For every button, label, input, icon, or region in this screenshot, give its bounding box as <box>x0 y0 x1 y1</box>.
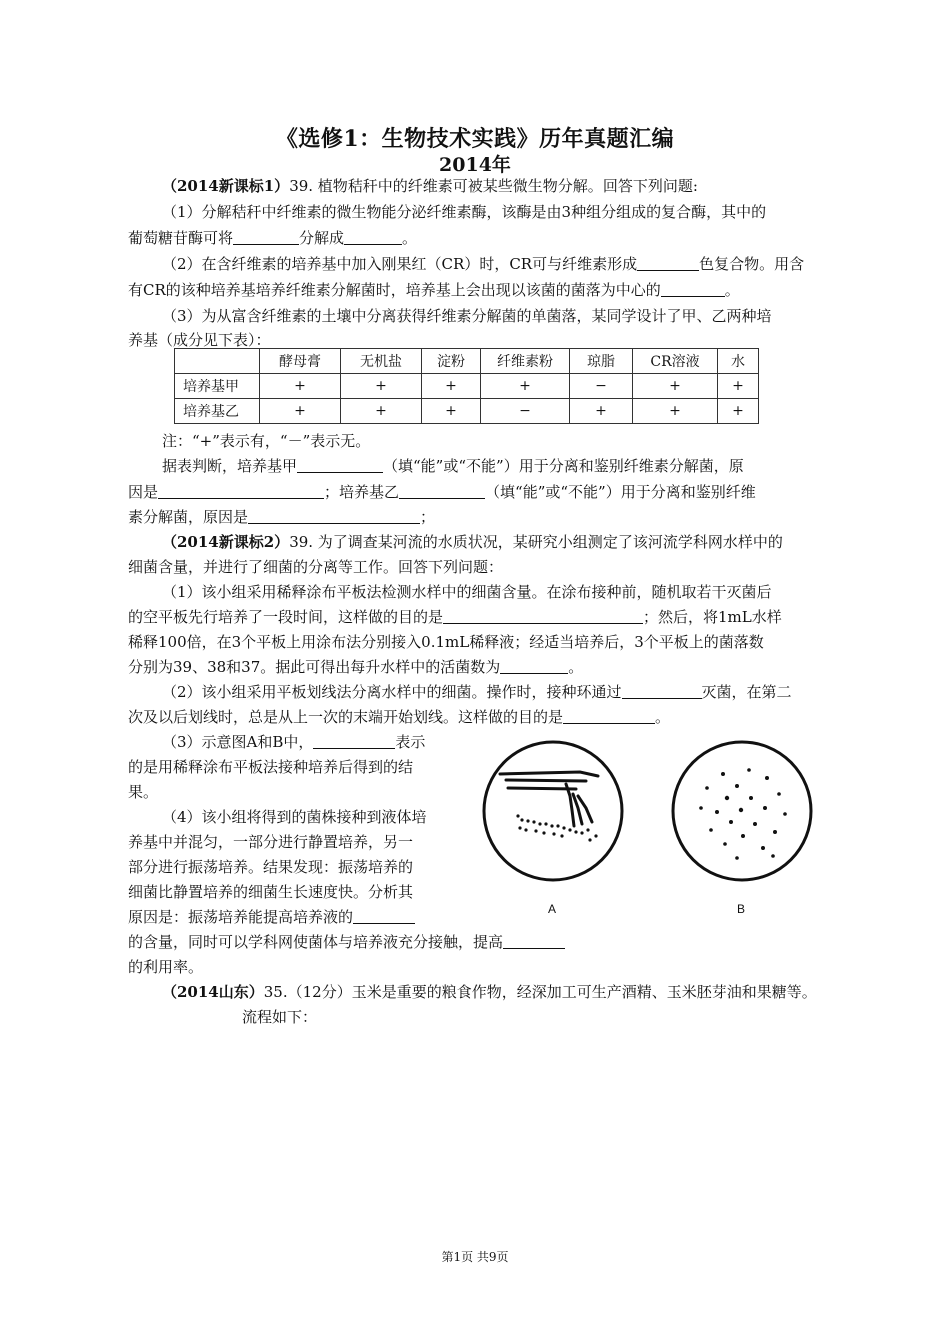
table-header-cell: 无机盐 <box>341 349 422 374</box>
q2-p4g: 的利用率。 <box>128 958 204 976</box>
table-cell: + <box>570 399 633 424</box>
q1-judge-3: 素分解菌，原因是 ； <box>128 508 436 526</box>
answer-blank[interactable] <box>248 508 420 524</box>
q1-judge-1: 据表判断，培养基甲 （填“能”或“不能”）用于分离和鉴别纤维素分解菌，原 <box>162 457 744 475</box>
q2-p4c: 部分进行振荡培养。结果发现：振荡培养的 <box>128 858 414 876</box>
q2-p3b: 的是用稀释涂布平板法接种培养后得到的结 <box>128 758 414 776</box>
q1-p1a: （1）分解秸秆中纤维素的微生物能分泌纤维素酶，该酶是由3种组分组成的复合酶，其中的 <box>162 203 767 221</box>
table-row <box>175 399 759 424</box>
figure-label-b: B <box>737 902 746 916</box>
q3-flow: 流程如下： <box>242 1008 318 1026</box>
q2-p4a: （4）该小组将得到的菌株接种到液体培 <box>162 808 427 826</box>
table-cell: 培养基乙 <box>175 399 260 424</box>
table-header-cell: CR溶液 <box>633 349 718 374</box>
q2-intro: （2014新课标2）39. 为了调查某河流的水质状况，某研究小组测定了该河流学科网水样中的 <box>162 533 783 551</box>
q2-intro-2: 细菌含量，并进行了细菌的分离等工作。回答下列问题： <box>128 558 504 576</box>
answer-blank[interactable] <box>353 908 415 924</box>
table-cell: + <box>718 374 759 399</box>
petri-dish-a <box>478 736 628 886</box>
table-header-cell <box>175 349 260 374</box>
q2-p4b: 养基中并混匀，一部分进行静置培养，另一 <box>128 833 414 851</box>
q1-p3a: （3）为从富含纤维素的土壤中分离获得纤维素分解菌的单菌落，某同学设计了甲、乙两种培 <box>162 307 772 325</box>
table-cell: + <box>633 399 718 424</box>
table-cell: + <box>422 399 481 424</box>
table-cell: 培养基甲 <box>175 374 260 399</box>
q3-intro: （2014山东）35.（12分）玉米是重要的粮食作物，经深加工可生产酒精、玉米胚芽油和果糖等。 <box>162 983 817 1001</box>
q2-source: （2014新课标2） <box>162 533 290 551</box>
table-header-cell: 酵母膏 <box>260 349 341 374</box>
q2-p4d: 细菌比静置培养的细菌生长速度快。分析其 <box>128 883 414 901</box>
table-note: 注：“+”表示有，“－”表示无。 <box>162 432 371 450</box>
q2-p3a: （3）示意图A和B中， 表示 <box>162 733 426 751</box>
answer-blank[interactable] <box>297 457 383 473</box>
q1-p3b: 养基（成分见下表）： <box>128 331 271 349</box>
q2-p1c: 稀释100倍，在3个平板上用涂布法分别接入0.1mL稀释液；经适当培养后，3个平板上的菌落数 <box>128 633 764 651</box>
q1-source: （2014新课标1） <box>162 177 290 195</box>
answer-blank[interactable] <box>158 483 324 499</box>
q2-p4e: 原因是：振荡培养能提高培养液的 <box>128 907 828 927</box>
q2-p2b: 次及以后划线时，总是从上一次的末端开始划线。这样做的目的是 。 <box>128 708 671 726</box>
table-cell: + <box>341 374 422 399</box>
page-footer: 第1页 共9页 <box>441 1250 509 1264</box>
table-header-cell: 水 <box>718 349 759 374</box>
table-cell: − <box>481 399 570 424</box>
answer-blank[interactable] <box>637 255 699 271</box>
table-row <box>175 374 759 399</box>
answer-blank[interactable] <box>344 229 402 245</box>
table-cell: + <box>260 374 341 399</box>
table-cell: − <box>570 374 633 399</box>
figure-label-a: A <box>548 902 557 916</box>
answer-blank[interactable] <box>399 483 485 499</box>
answer-blank[interactable] <box>233 229 299 245</box>
q2-p2a: （2）该小组采用平板划线法分离水样中的细菌。操作时，接种环通过 灭菌，在第二 <box>162 683 792 701</box>
table-header-row <box>175 349 759 374</box>
answer-blank[interactable] <box>313 733 395 749</box>
q2-p1a: （1）该小组采用稀释涂布平板法检测水样中的细菌含量。在涂布接种前，随机取若干灭菌后 <box>162 583 772 601</box>
q1-p1b: 葡萄糖苷酶可将 分解成 。 <box>128 229 418 247</box>
table-cell: + <box>481 374 570 399</box>
table-cell: + <box>341 399 422 424</box>
q3-source: （2014山东） <box>162 983 264 1001</box>
table-cell: + <box>260 399 341 424</box>
table-cell: + <box>422 374 481 399</box>
table-cell: + <box>718 399 759 424</box>
table-header-cell: 纤维素粉 <box>481 349 570 374</box>
page-title: 《选修1：生物技术实践》历年真题汇编 <box>275 126 675 152</box>
table-cell: + <box>633 374 718 399</box>
petri-dish-b <box>667 736 817 886</box>
answer-blank[interactable] <box>503 933 565 949</box>
q2-p4f: 的含量，同时可以学科网使菌体与培养液充分接触，提高 <box>128 932 828 952</box>
answer-blank[interactable] <box>443 608 643 624</box>
q1-p2b: 有CR的该种培养基培养纤维素分解菌时，培养基上会出现以该菌的菌落为中心的 。 <box>128 281 740 299</box>
q2-p1d: 分别为39、38和37。据此可得出每升水样中的活菌数为 。 <box>128 658 584 676</box>
answer-blank[interactable] <box>661 281 725 297</box>
answer-blank[interactable] <box>500 658 568 674</box>
q1-intro: （2014新课标1）39. 植物秸秆中的纤维素可被某些微生物分解。回答下列问题: <box>162 177 698 195</box>
q1-judge-2: 因是 ；培养基乙 （填“能”或“不能”）用于分离和鉴别纤维 <box>128 483 756 501</box>
q2-p3c: 果。 <box>128 783 159 801</box>
table-header-cell: 淀粉 <box>422 349 481 374</box>
table-header-cell: 琼脂 <box>570 349 633 374</box>
answer-blank[interactable] <box>622 683 702 699</box>
answer-blank[interactable] <box>563 708 655 724</box>
medium-composition-table <box>174 348 759 424</box>
q1-p2a: （2）在含纤维素的培养基中加入刚果红（CR）时，CR可与纤维素形成 色复合物。用含 <box>162 255 805 273</box>
q2-p1b: 的空平板先行培养了一段时间，这样做的目的是 ；然后，将1mL水样 <box>128 608 782 626</box>
section-year: 2014年 <box>439 154 511 176</box>
